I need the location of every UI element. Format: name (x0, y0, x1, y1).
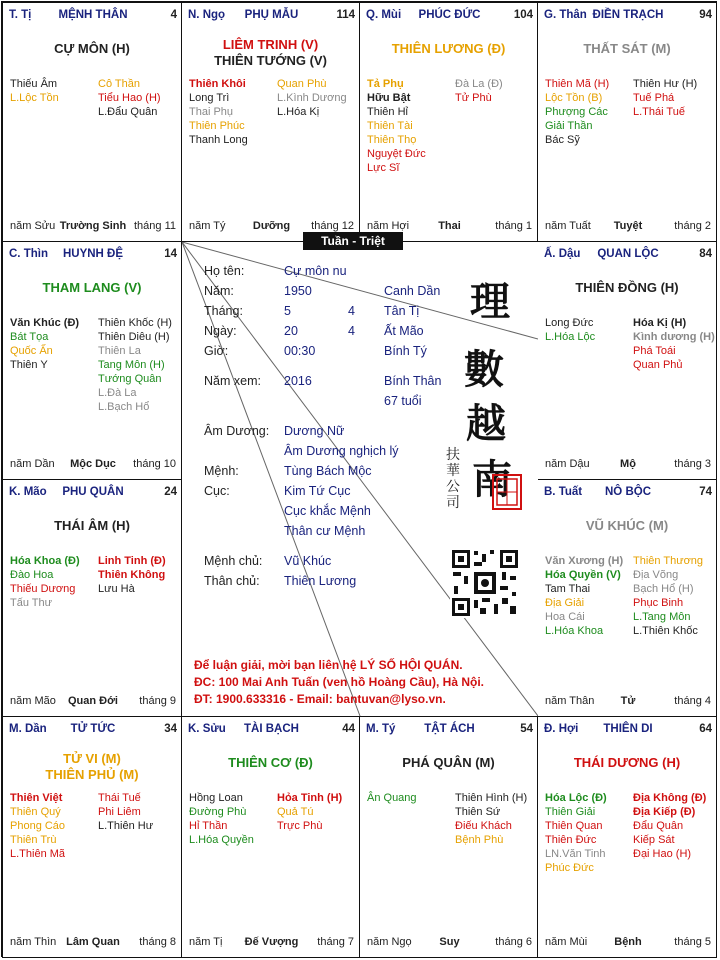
right-star-column (455, 791, 527, 847)
star-item: Thiên Quan (545, 820, 603, 832)
left-star-column (545, 316, 595, 344)
palace-name: HUYNH ĐỆ (62, 248, 124, 260)
star-item: Thiên Y (10, 359, 48, 371)
cell-thin (2, 241, 182, 480)
star-item: Thiên Trù (10, 834, 57, 846)
cell-header (188, 723, 355, 737)
truong-sinh-label: Lâm Quan (66, 936, 120, 948)
month-label: tháng 12 (311, 220, 354, 232)
value-am-duong-2: Âm Dương nghịch lý (284, 444, 399, 458)
right-star-column (633, 316, 715, 372)
cell-number: 4 (170, 9, 177, 21)
main-star: THIÊN LƯƠNG (Đ) (391, 41, 506, 56)
right-star-column (98, 791, 153, 833)
right-star-column (277, 791, 342, 833)
truong-sinh-label: Thai (438, 220, 461, 232)
star-item: Giải Thần (545, 120, 593, 132)
star-item: Thiên Tài (367, 120, 413, 132)
truong-sinh-label: Trường Sinh (59, 220, 127, 232)
cell-position: Ấ. Dậu (544, 248, 581, 260)
cell-mao (2, 479, 182, 717)
year-label: năm Tị (189, 936, 223, 948)
calligraphy-char-4: 南 (472, 456, 512, 503)
right-star-column (277, 77, 347, 119)
contact-line-1: Để luận giải, mời bạn liên hệ LÝ SỐ HỘI QUÁN. (194, 658, 463, 672)
month-label: tháng 8 (139, 936, 176, 948)
left-star-column (545, 554, 623, 638)
contact-line-3: ĐT: 1900.633316 - Email: bantuvan@lyso.vn. (194, 692, 446, 706)
palace-name: ĐIỀN TRẠCH (592, 9, 664, 21)
cell-dan (2, 716, 182, 958)
cell-number: 44 (342, 723, 355, 735)
truong-sinh-label: Dưỡng (252, 220, 291, 232)
cell-header (544, 723, 712, 737)
star-item: L.Thái Tuế (633, 106, 685, 118)
star-item: L.Hóa Quyền (189, 834, 254, 846)
truong-sinh-label: Quan Đới (68, 695, 118, 707)
star-item: Quả Tú (277, 806, 314, 818)
palace-name: PHU QUÂN (62, 486, 124, 498)
star-item: L.Tang Môn (633, 611, 691, 623)
star-item: L.Bạch Hổ (98, 401, 150, 413)
cell-tuat (537, 479, 717, 717)
value-cuc-3: Thân cư Mệnh (284, 524, 366, 538)
star-item: L.Hóa Khoa (545, 625, 604, 637)
year-label: năm Hợi (367, 220, 410, 232)
value-nam-xem: 2016 (284, 374, 312, 388)
star-item: L.Thiên Hư (98, 820, 154, 832)
star-item: Long Trì (189, 92, 230, 104)
star-item: Hỏa Tinh (H) (277, 792, 343, 804)
star-item: Ân Quang (367, 792, 417, 804)
star-item: Thái Tuế (98, 792, 141, 804)
truong-sinh-label: Tuyệt (613, 220, 643, 232)
star-item: Đà La (Đ) (455, 78, 503, 90)
star-item: Thiên Khôi (189, 78, 246, 90)
right-star-column (633, 77, 697, 119)
palace-name: TỬ TỨC (70, 723, 116, 735)
cell-position: N. Ngọ (188, 9, 226, 21)
month-label: tháng 11 (133, 220, 176, 232)
right-star-column (455, 77, 503, 105)
star-item: Tả Phụ (367, 78, 404, 90)
cell-header (544, 486, 712, 500)
cell-position: K. Sửu (188, 723, 226, 735)
star-item: Thiếu Dương (10, 583, 76, 595)
star-item: Phúc Đức (545, 862, 594, 874)
main-star: THIÊN ĐỒNG (H) (575, 280, 679, 295)
left-star-column (545, 77, 609, 147)
left-star-column (189, 791, 254, 847)
cell-footer (545, 936, 711, 950)
palace-name: PHÚC ĐỨC (418, 9, 481, 21)
year-label: năm Mùi (545, 936, 588, 948)
month-label: tháng 1 (495, 220, 532, 232)
left-star-column (10, 316, 79, 372)
truong-sinh-label: Tử (620, 695, 636, 707)
value-thang: 5 (284, 304, 291, 318)
cell-header (544, 9, 712, 23)
year-label: năm Sửu (10, 220, 56, 232)
cell-header (366, 723, 533, 737)
star-item: L.Hóa Lộc (545, 331, 596, 343)
left-star-column (10, 791, 65, 861)
main-star: PHÁ QUÂN (M) (402, 755, 495, 770)
star-item: Tử Phù (455, 92, 492, 104)
cell-ty (359, 716, 538, 958)
star-item: Đào Hoa (10, 569, 54, 581)
month-label: tháng 9 (139, 695, 176, 707)
star-item: Hỉ Thần (189, 820, 228, 832)
cell-number: 24 (164, 486, 177, 498)
cell-header (9, 9, 177, 23)
star-item: Bác Sỹ (545, 134, 580, 146)
year-label: năm Dậu (545, 458, 590, 470)
cell-header (188, 9, 355, 23)
month-label: tháng 3 (674, 458, 711, 470)
star-item: L.Lộc Tồn (10, 92, 59, 104)
palace-name: TẬT ÁCH (424, 723, 475, 735)
cell-header (9, 248, 177, 262)
value-nam-can: Canh Dần (384, 284, 441, 298)
cell-footer (10, 695, 176, 709)
year-label: năm Dần (10, 458, 55, 470)
cell-number: 14 (164, 248, 177, 260)
truong-sinh-label: Mộc Dục (70, 458, 116, 470)
star-item: Thiên Giải (545, 806, 596, 818)
star-item: Thiên Thương (633, 555, 704, 567)
star-item: Thiên Khốc (H) (98, 317, 172, 329)
star-item: Đại Hao (H) (633, 848, 692, 860)
truong-sinh-label: Đế Vượng (244, 936, 299, 948)
value-menh-chu: Vũ Khúc (284, 554, 332, 568)
star-item: Địa Võng (633, 569, 679, 581)
year-label: năm Tý (189, 220, 226, 232)
truong-sinh-label: Suy (439, 936, 460, 948)
star-item: Phong Cáo (10, 820, 66, 832)
palace-name: QUAN LỘC (597, 248, 659, 260)
star-item: Hoa Cái (545, 611, 585, 623)
star-item: Thiên Thọ (367, 134, 417, 146)
cell-header (544, 248, 712, 262)
value-gio-can: Bính Tý (384, 344, 427, 358)
right-star-column (633, 791, 706, 861)
cell-position: Q. Mùi (366, 9, 402, 21)
star-item: Tang Môn (H) (98, 359, 165, 371)
value-gio: 00:30 (284, 344, 316, 358)
star-item: Văn Xương (H) (545, 555, 624, 567)
star-item: Hóa Lộc (Đ) (545, 792, 607, 804)
cell-header (366, 9, 533, 23)
star-item: L.Đà La (98, 387, 137, 399)
star-item: Thiên La (98, 345, 141, 357)
value-cuc: Kim Tứ Cục (284, 484, 351, 498)
star-item: Hóa Kị (H) (633, 317, 687, 329)
truong-sinh-label: Bệnh (614, 936, 642, 948)
star-item: Hữu Bật (367, 92, 411, 104)
year-label: năm Thìn (10, 936, 57, 948)
main-star: THAM LANG (V) (42, 280, 142, 295)
star-item: Hóa Khoa (Đ) (10, 555, 80, 567)
cell-ti (2, 2, 182, 242)
left-star-column (367, 791, 417, 805)
cell-footer (367, 936, 532, 950)
star-item: L.Đẩu Quân (98, 106, 158, 118)
cell-position: B. Tuất (544, 486, 583, 498)
cell-mui (359, 2, 538, 242)
star-item: Thiên Quý (10, 806, 61, 818)
cell-header (9, 486, 177, 500)
main-star: THIÊN CƠ (Đ) (228, 755, 313, 770)
cell-suu (181, 716, 360, 958)
cell-number: 104 (513, 9, 533, 21)
star-item: Quốc Ấn (10, 345, 53, 357)
main-star: LIÊM TRINH (V) (222, 37, 319, 52)
year-label: năm Tuất (545, 220, 591, 232)
star-item: Phá Toái (633, 345, 676, 357)
star-item: Nguyệt Đức (367, 148, 426, 160)
month-label: tháng 10 (133, 458, 176, 470)
cell-number: 54 (520, 723, 533, 735)
label-thang: Tháng: (204, 304, 243, 318)
right-star-column (98, 316, 172, 414)
star-item: Lưu Hà (98, 583, 135, 595)
star-item: Thiên Diêu (H) (98, 331, 170, 343)
cell-number: 74 (699, 486, 712, 498)
star-item: Địa Kiếp (Đ) (633, 806, 696, 818)
value-nam-xem-can: Bính Thân (384, 374, 442, 388)
palace-name: TÀI BẠCH (244, 723, 299, 735)
star-item: Điếu Khách (455, 820, 512, 832)
star-item: Bệnh Phù (455, 834, 504, 846)
right-star-column (98, 77, 161, 119)
calligraphy-char-3: 越 (466, 400, 506, 447)
cell-footer (10, 458, 176, 472)
star-item: Hồng Loan (189, 792, 243, 804)
star-item: Thiên Việt (10, 792, 63, 804)
star-item: Quan Phủ (633, 359, 683, 371)
cell-footer (189, 936, 354, 950)
cell-position: T. Tị (9, 9, 32, 21)
star-item: Tam Thai (545, 583, 591, 595)
star-item: Quan Phù (277, 78, 327, 90)
cell-header (9, 723, 177, 737)
red-seal-icon (492, 474, 522, 510)
label-menh: Mệnh: (204, 464, 239, 478)
star-item: Tấu Thư (10, 597, 53, 609)
star-item: Lộc Tồn (B) (545, 92, 603, 104)
cell-position: G. Thân (544, 9, 587, 21)
calligraphy-char-1: 理 (470, 278, 510, 325)
label-am-duong: Âm Dương: (204, 424, 270, 438)
label-menh-chu: Mệnh chủ: (204, 554, 263, 568)
star-item: Thiếu Âm (10, 78, 58, 90)
star-item: Tiểu Hao (H) (98, 92, 161, 104)
palace-name: PHỤ MẪU (244, 9, 299, 21)
star-item: Kiếp Sát (633, 834, 675, 846)
star-item: Đẩu Quân (633, 820, 684, 832)
label-ngay: Ngày: (204, 324, 237, 338)
star-item: Kình dương (H) (633, 331, 715, 343)
star-item: L.Thiên Khốc (633, 625, 698, 637)
month-label: tháng 7 (317, 936, 354, 948)
star-item: Địa Không (Đ) (633, 792, 707, 804)
star-item: Hóa Quyền (V) (545, 569, 621, 581)
left-star-column (189, 77, 248, 147)
month-label: tháng 6 (495, 936, 532, 948)
cell-position: C. Thìn (9, 248, 48, 260)
calligraphy-char-2: 數 (464, 346, 504, 393)
right-star-column (633, 554, 703, 638)
star-item: Tướng Quân (98, 373, 162, 385)
star-item: Thiên Hỉ (367, 106, 408, 118)
label-gio: Giờ: (204, 344, 229, 358)
cell-footer (10, 936, 176, 950)
star-item: Thai Phụ (189, 106, 234, 118)
value-ngay: 20 (284, 324, 298, 338)
main-star: THIÊN TƯỚNG (V) (214, 53, 327, 68)
center-info-panel (182, 242, 538, 716)
value-ho-ten: Cự môn nu (284, 264, 347, 278)
star-item: L.Thiên Mã (10, 848, 66, 860)
value-thang-can: Tân Tị (384, 304, 420, 318)
year-label: năm Ngọ (367, 936, 412, 948)
cell-position: Đ. Hợi (544, 723, 579, 735)
palace-name: THIÊN DI (603, 723, 653, 735)
star-item: Cô Thần (98, 78, 140, 90)
cell-dau (537, 241, 717, 480)
palace-name: MỆNH THÂN (58, 9, 128, 21)
star-item: Trực Phù (277, 820, 323, 832)
star-item: Phi Liêm (98, 806, 141, 818)
value-ngay-can: Ất Mão (384, 324, 424, 338)
cell-than (537, 2, 717, 242)
left-star-column (367, 77, 426, 175)
cell-footer (545, 220, 711, 234)
cell-hoi (537, 716, 717, 958)
value-am-duong: Dương Nữ (284, 424, 345, 438)
label-nam-xem: Năm xem: (204, 374, 261, 388)
cell-ngo (181, 2, 360, 242)
star-item: Thiên Hư (H) (633, 78, 698, 90)
label-ho-ten: Họ tên: (204, 264, 245, 278)
star-item: Bát Tọa (10, 331, 49, 343)
star-item: Địa Giải (545, 597, 585, 609)
star-item: Linh Tinh (Đ) (98, 555, 166, 567)
label-nam: Năm: (204, 284, 234, 298)
cell-number: 84 (699, 248, 712, 260)
star-item: Thiên Phúc (189, 120, 245, 132)
value-ngay-am: 4 (348, 324, 355, 338)
main-star: VŨ KHÚC (M) (585, 518, 669, 533)
main-star: THẤT SÁT (M) (583, 41, 671, 56)
cell-footer (545, 458, 711, 472)
label-than-chu: Thân chủ: (204, 574, 260, 588)
value-thang-am: 4 (348, 304, 355, 318)
star-item: LN.Văn Tinh (545, 848, 606, 860)
star-item: Thanh Long (189, 134, 248, 146)
left-star-column (10, 77, 59, 105)
star-item: Thiên Mã (H) (545, 78, 610, 90)
star-item: Thiên Sứ (455, 806, 501, 818)
star-item: Tuế Phá (633, 92, 675, 104)
month-label: tháng 5 (674, 936, 711, 948)
main-star: TỬ VI (M) (63, 751, 121, 766)
star-item: Thiên Hình (H) (455, 792, 528, 804)
left-star-column (10, 554, 80, 610)
main-star: CỰ MÔN (H) (54, 41, 130, 56)
label-cuc: Cục: (204, 484, 230, 498)
main-star: THÁI DƯƠNG (H) (573, 755, 681, 770)
cell-position: M. Dần (9, 723, 47, 735)
star-item: Phục Binh (633, 597, 684, 609)
star-item: Long Đức (545, 317, 594, 329)
contact-line-2: ĐC: 100 Mai Anh Tuấn (ven hồ Hoàng Cầu), Hà Nội. (194, 675, 485, 689)
month-label: tháng 2 (674, 220, 711, 232)
star-item: L.Kình Dương (277, 92, 347, 104)
star-item: L.Hóa Kị (277, 106, 320, 118)
cell-position: M. Tý (366, 723, 396, 735)
star-item: Lực Sĩ (367, 162, 400, 174)
star-item: Văn Khúc (Đ) (10, 317, 80, 329)
cell-number: 114 (336, 9, 355, 21)
palace-name: NÔ BỘC (605, 486, 651, 498)
truong-sinh-label: Mộ (620, 458, 636, 470)
year-label: năm Mão (10, 695, 56, 707)
right-star-column (98, 554, 166, 596)
main-star: THIÊN PHỦ (M) (45, 767, 139, 782)
year-label: năm Thân (545, 695, 595, 707)
month-label: tháng 4 (674, 695, 711, 707)
cell-footer (10, 220, 176, 234)
cell-position: K. Mão (9, 486, 47, 498)
main-star: THÁI ÂM (H) (54, 518, 130, 533)
value-tuoi: 67 tuổi (384, 394, 422, 408)
star-item: Phượng Các (545, 106, 608, 118)
cell-number: 34 (164, 723, 177, 735)
cell-number: 94 (699, 9, 712, 21)
cell-footer (545, 695, 711, 709)
value-nam: 1950 (284, 284, 312, 298)
star-item: Thiên Đức (545, 834, 597, 846)
left-star-column (545, 791, 607, 875)
star-item: Thiên Không (98, 569, 166, 581)
star-item: Bạch Hổ (H) (633, 583, 694, 595)
value-than-chu: Thiên Lương (284, 574, 357, 588)
value-cuc-2: Cục khắc Mệnh (284, 504, 371, 518)
seal-small: 扶華公司 (446, 447, 460, 511)
star-item: Đường Phù (189, 806, 247, 818)
qr-code-icon (450, 548, 520, 618)
value-menh: Tùng Bách Mộc (284, 464, 372, 478)
tuan-triet-banner: Tuần - Triệt (303, 232, 403, 250)
cell-number: 64 (699, 723, 712, 735)
